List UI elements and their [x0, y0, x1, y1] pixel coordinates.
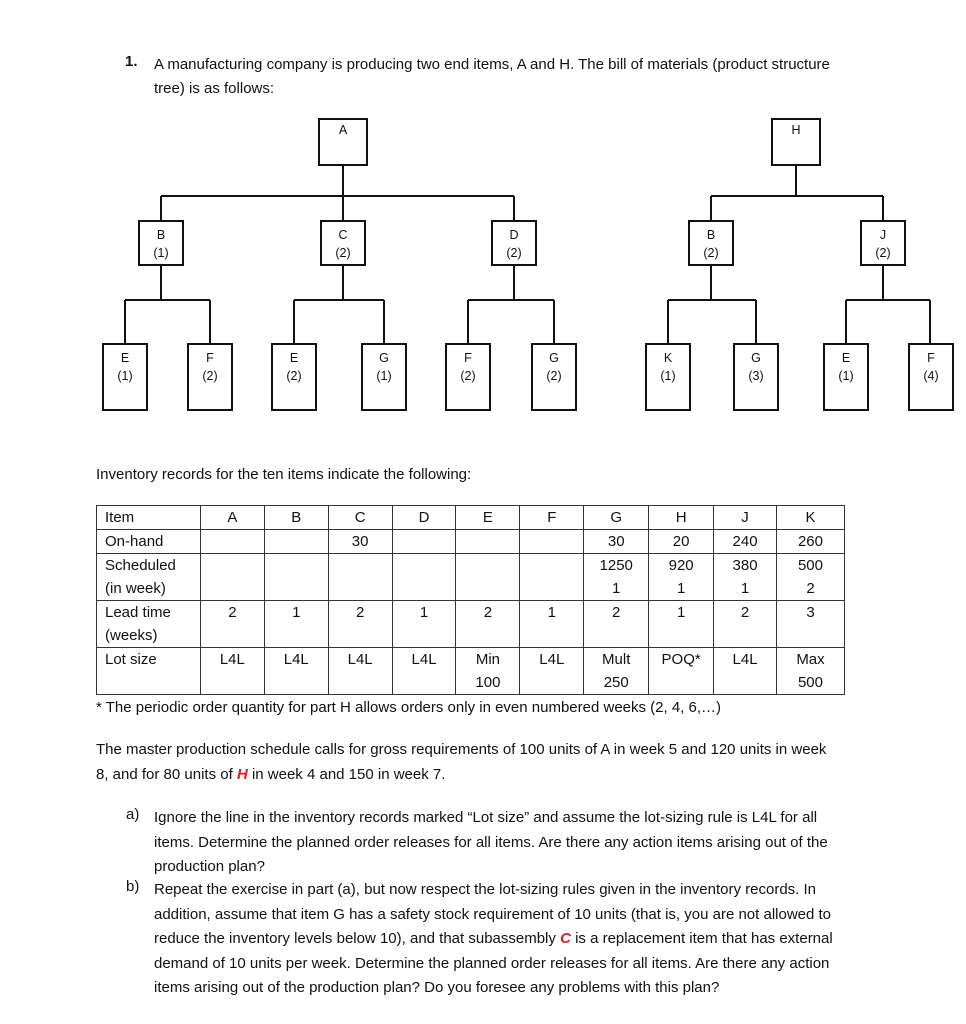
table-cell — [328, 577, 392, 601]
table-cell: 2 — [200, 601, 264, 625]
table-cell: 1250 — [584, 554, 649, 578]
bom-node-name: K — [663, 351, 673, 365]
table-cell: L4L — [714, 648, 777, 672]
table-cell — [520, 577, 584, 601]
bom-node-name: G — [751, 351, 761, 365]
table-cell: 2 — [776, 577, 844, 601]
bom-node-G-3 — [733, 343, 779, 411]
table-cell — [649, 624, 714, 648]
table-cell: Max — [776, 648, 844, 672]
table-cell — [200, 554, 264, 578]
table-cell — [392, 554, 456, 578]
table-cell: 1 — [714, 577, 777, 601]
bom-node-A — [318, 118, 368, 166]
table-cell — [520, 530, 584, 554]
table-cell — [264, 671, 328, 695]
bom-node-qty: (1) — [660, 369, 676, 383]
mps-paragraph — [96, 737, 836, 787]
table-row-leadtime — [97, 601, 845, 625]
table-cell: 2 — [328, 601, 392, 625]
table-cell: 500 — [776, 554, 844, 578]
table-cell: On-hand — [97, 530, 201, 554]
table-cell: 20 — [649, 530, 714, 554]
table-row-leadtime-unit — [97, 624, 845, 648]
mps-text-1: The master production schedule calls for gross requirements of 100 units of A in week 5 and 120 units in week 8, and for 80 units of — [96, 741, 827, 783]
bom-node-name: E — [289, 351, 299, 365]
table-cell — [97, 671, 201, 695]
bom-node-qty: (3) — [748, 369, 764, 383]
table-cell — [520, 554, 584, 578]
part-b-text-1: Repeat the exercise in part (a), but now respect the lot-sizing rules given in the inventory records. In addition, assume that item G has a safety stock requirement of 10 units (that is, you are not allowed to reduce the inventory levels below 10), and that subassembly — [154, 881, 832, 947]
table-row-lotsize — [97, 648, 845, 672]
table-cell: B — [264, 506, 328, 530]
bom-node-B-under-H — [688, 220, 734, 266]
table-cell: Lead time — [97, 601, 201, 625]
bom-node-E-2 — [271, 343, 317, 411]
table-cell: 240 — [714, 530, 777, 554]
inventory-intro: Inventory records for the ten items indicate the following: — [96, 466, 472, 483]
bom-node-name: F — [206, 351, 214, 365]
table-cell — [714, 624, 777, 648]
table-cell — [584, 624, 649, 648]
bom-node-E-3 — [823, 343, 869, 411]
table-row-lotsize-2 — [97, 671, 845, 695]
table-cell: L4L — [392, 648, 456, 672]
table-cell — [200, 624, 264, 648]
table-cell — [328, 624, 392, 648]
bom-node-qty: (2) — [506, 246, 522, 260]
table-cell: Item — [97, 506, 201, 530]
table-cell: 1 — [264, 601, 328, 625]
table-cell: 2 — [714, 601, 777, 625]
bom-node-qty: (2) — [546, 369, 562, 383]
bom-node-B-under-A — [138, 220, 184, 266]
table-cell: 30 — [328, 530, 392, 554]
bom-node-F-3 — [908, 343, 954, 411]
bom-node-name: G — [549, 351, 559, 365]
table-cell — [776, 624, 844, 648]
table-cell: (in week) — [97, 577, 201, 601]
bom-node-name: D — [509, 228, 519, 242]
table-cell — [520, 671, 584, 695]
bom-node-qty: (1) — [838, 369, 854, 383]
table-cell: 3 — [776, 601, 844, 625]
table-cell: 1 — [649, 601, 714, 625]
table-cell: 1 — [392, 601, 456, 625]
bom-node-K — [645, 343, 691, 411]
bom-node-name: H — [791, 123, 801, 137]
bom-node-name: B — [706, 228, 716, 242]
table-cell — [264, 554, 328, 578]
table-cell: C — [328, 506, 392, 530]
table-cell — [456, 624, 520, 648]
bom-node-F-2 — [445, 343, 491, 411]
table-cell — [200, 577, 264, 601]
table-row-onhand — [97, 530, 845, 554]
table-cell: D — [392, 506, 456, 530]
table-cell — [520, 624, 584, 648]
table-cell — [714, 671, 777, 695]
bom-node-E-1 — [102, 343, 148, 411]
table-cell — [328, 554, 392, 578]
table-cell: E — [456, 506, 520, 530]
part-b-text — [154, 878, 844, 1001]
table-cell — [456, 530, 520, 554]
bom-node-qty: (2) — [703, 246, 719, 260]
table-cell: 260 — [776, 530, 844, 554]
bom-node-name: E — [841, 351, 851, 365]
table-cell — [392, 671, 456, 695]
bom-node-name: B — [156, 228, 166, 242]
table-cell: 100 — [456, 671, 520, 695]
part-b-label: b) — [126, 878, 140, 895]
table-cell: 1 — [520, 601, 584, 625]
table-cell: L4L — [200, 648, 264, 672]
question-number: 1. — [125, 53, 138, 70]
table-cell: F — [520, 506, 584, 530]
bom-node-qty: (2) — [875, 246, 891, 260]
table-cell — [456, 554, 520, 578]
table-row-scheduled — [97, 554, 845, 578]
table-cell: 1 — [584, 577, 649, 601]
bom-node-name: F — [464, 351, 472, 365]
table-cell: H — [649, 506, 714, 530]
table-cell: 30 — [584, 530, 649, 554]
footnote: * The periodic order quantity for part H allows orders only in even numbered weeks (2, 4, 6,…) — [96, 699, 722, 716]
table-cell — [392, 577, 456, 601]
table-cell: Lot size — [97, 648, 201, 672]
table-cell: (weeks) — [97, 624, 201, 648]
bom-node-name: E — [120, 351, 130, 365]
table-cell: 1 — [649, 577, 714, 601]
table-cell — [264, 577, 328, 601]
bom-node-qty: (2) — [286, 369, 302, 383]
table-cell: 380 — [714, 554, 777, 578]
bom-node-G-1 — [361, 343, 407, 411]
bom-node-name: G — [379, 351, 389, 365]
bom-node-F-1 — [187, 343, 233, 411]
bom-node-J — [860, 220, 906, 266]
bom-node-name: F — [927, 351, 935, 365]
bom-node-qty: (2) — [335, 246, 351, 260]
table-cell: Scheduled — [97, 554, 201, 578]
bom-node-qty: (4) — [923, 369, 939, 383]
table-cell: POQ* — [649, 648, 714, 672]
table-cell: 2 — [584, 601, 649, 625]
table-cell: L4L — [264, 648, 328, 672]
table-cell: K — [776, 506, 844, 530]
bom-node-name: C — [338, 228, 348, 242]
table-cell: 500 — [776, 671, 844, 695]
table-cell — [649, 671, 714, 695]
table-cell — [392, 530, 456, 554]
bom-node-qty: (1) — [153, 246, 169, 260]
table-cell — [328, 671, 392, 695]
table-cell — [264, 624, 328, 648]
part-a-text: Ignore the line in the inventory records marked “Lot size” and assume the lot-sizing rule is L4L for all items. Determine the planned order releases for all items. Are there any action items arising out of the production plan? — [154, 809, 828, 875]
inventory-table — [96, 505, 845, 695]
bom-node-G-2 — [531, 343, 577, 411]
bom-node-qty: (2) — [202, 369, 218, 383]
table-cell: Min — [456, 648, 520, 672]
table-cell — [392, 624, 456, 648]
table-cell: L4L — [328, 648, 392, 672]
table-cell: L4L — [520, 648, 584, 672]
table-cell: A — [200, 506, 264, 530]
bom-node-qty: (1) — [376, 369, 392, 383]
bom-node-D — [491, 220, 537, 266]
table-cell — [264, 530, 328, 554]
table-cell — [200, 671, 264, 695]
bom-node-qty: (1) — [117, 369, 133, 383]
item-h-highlight: H — [236, 766, 248, 783]
table-cell: G — [584, 506, 649, 530]
part-b-text-2: is a replacement item that has external demand of 10 units per week. Determine the planned order releases for all items. Are there any action items arising out of the production plan? Do you foresee any problems with this plan? — [154, 930, 833, 996]
part-a-label: a) — [126, 806, 140, 823]
table-cell: 250 — [584, 671, 649, 695]
bom-node-C — [320, 220, 366, 266]
bom-node-H — [771, 118, 821, 166]
table-cell: 2 — [456, 601, 520, 625]
table-row-header — [97, 506, 845, 530]
table-cell: J — [714, 506, 777, 530]
bom-node-name: J — [879, 228, 887, 242]
table-row-scheduled-week — [97, 577, 845, 601]
bom-node-qty: (2) — [460, 369, 476, 383]
table-cell: 920 — [649, 554, 714, 578]
table-cell: Mult — [584, 648, 649, 672]
bom-node-name: A — [338, 123, 348, 137]
table-cell — [200, 530, 264, 554]
mps-text-2: in week 4 and 150 in week 7. — [247, 766, 446, 783]
question-intro: A manufacturing company is producing two end items, A and H. The bill of materials (product structure tree) is as follows: — [154, 56, 830, 97]
item-c-highlight: C — [560, 930, 571, 947]
table-cell — [456, 577, 520, 601]
